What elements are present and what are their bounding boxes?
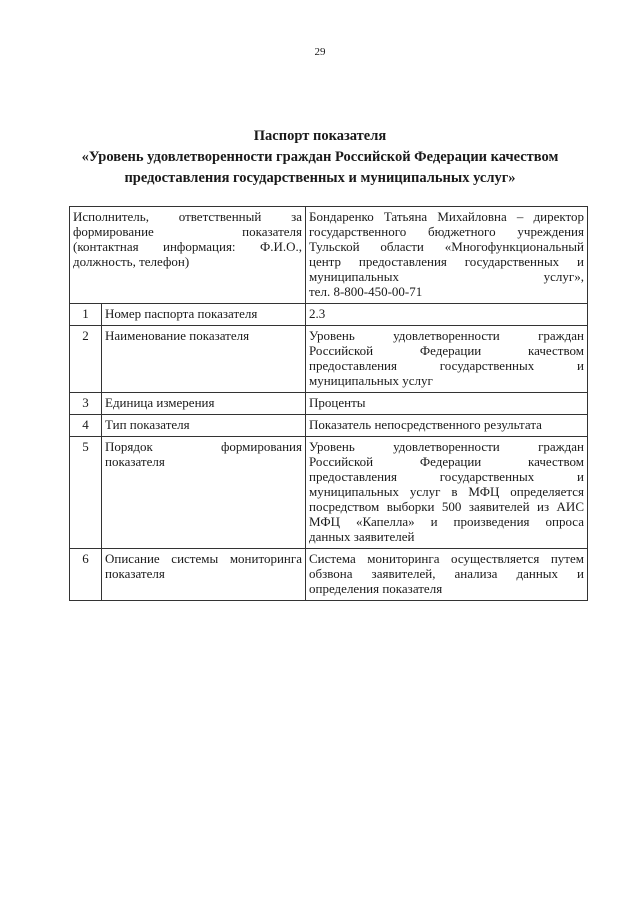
row-value-line: Российской Федерации качеством: [309, 343, 584, 358]
title-line-2: «Уровень удовлетворенности граждан Российской Федерации качеством: [81, 149, 559, 165]
row-value-line: 2.3: [309, 306, 326, 321]
row-label: [102, 549, 306, 601]
row-value-line: Уровень удовлетворенности граждан: [309, 328, 584, 343]
row-value-line: посредством выборки 500 заявителей из АИС: [309, 499, 584, 514]
table-row: [70, 549, 588, 601]
header-label-cell: [70, 207, 306, 304]
row-label: [102, 393, 306, 415]
table-row: [70, 304, 588, 326]
row-label: [102, 326, 306, 393]
row-number: 6: [70, 549, 102, 601]
row-value: [306, 415, 588, 437]
row-value: [306, 326, 588, 393]
row-value-line: муниципальных услуг в МФЦ определяется: [309, 484, 584, 499]
row-value-line: Система мониторинга осуществляется путем: [309, 551, 584, 566]
row-value-line: муниципальных услуг: [309, 373, 433, 388]
table-row: [70, 393, 588, 415]
header-value-line: муниципальных услуг»,: [309, 269, 584, 284]
row-value: [306, 393, 588, 415]
row-value: [306, 437, 588, 549]
header-label-line: (контактная информация: Ф.И.О.,: [73, 239, 302, 254]
title-line-1: Паспорт показателя: [253, 128, 387, 144]
header-value-line: центр предоставления государственных и: [309, 254, 584, 269]
row-label-line: показателя: [105, 566, 165, 581]
row-number: 2: [70, 326, 102, 393]
header-label-line: Исполнитель, ответственный за: [73, 209, 302, 224]
document-title: [40, 126, 600, 189]
header-value-line: тел. 8-800-450-00-71: [309, 284, 423, 299]
row-label: [102, 415, 306, 437]
row-number: 1: [70, 304, 102, 326]
row-value-line: предоставления государственных и: [309, 469, 584, 484]
row-label-line: Наименование показателя: [105, 328, 250, 343]
table-row: [70, 437, 588, 549]
row-label: [102, 304, 306, 326]
row-number: 4: [70, 415, 102, 437]
row-value-line: определения показателя: [309, 581, 443, 596]
header-label-line: должность, телефон): [73, 254, 190, 269]
table-row: [70, 326, 588, 393]
row-label-line: Порядок формирования: [105, 439, 302, 454]
table-row: [70, 415, 588, 437]
row-label-line: Описание системы мониторинга: [105, 551, 302, 566]
row-label-line: Тип показателя: [105, 417, 190, 432]
page-number: 29: [314, 46, 326, 58]
header-value: [309, 209, 584, 299]
header-value-line: государственного бюджетного учреждения: [309, 224, 584, 239]
row-label-line: показателя: [105, 454, 165, 469]
row-value-line: предоставления государственных и: [309, 358, 584, 373]
header-value-line: Тульской области «Многофункциональный: [309, 239, 584, 254]
row-value-line: обзвона заявителей, анализа данных и: [309, 566, 584, 581]
header-label-line: формирование показателя: [73, 224, 302, 239]
row-number: 5: [70, 437, 102, 549]
table-row-header: [70, 207, 588, 304]
row-value: [306, 549, 588, 601]
row-value-line: Уровень удовлетворенности граждан: [309, 439, 584, 454]
row-value-line: Проценты: [309, 395, 366, 410]
row-value: [306, 304, 588, 326]
row-value-line: Показатель непосредственного результата: [309, 417, 542, 432]
title-line-3: предоставления государственных и муниципальных услуг»: [124, 170, 516, 186]
header-label: [73, 209, 302, 269]
row-label-line: Номер паспорта показателя: [105, 306, 258, 321]
row-label-line: Единица измерения: [105, 395, 215, 410]
header-value-cell: [306, 207, 588, 304]
row-number: 3: [70, 393, 102, 415]
passport-table: [69, 206, 588, 601]
row-value-line: данных заявителей: [309, 529, 415, 544]
row-label: [102, 437, 306, 549]
row-value-line: МФЦ «Капелла» и произведения опроса: [309, 514, 584, 529]
header-value-line: Бондаренко Татьяна Михайловна – директор: [309, 209, 584, 224]
row-value-line: Российской Федерации качеством: [309, 454, 584, 469]
